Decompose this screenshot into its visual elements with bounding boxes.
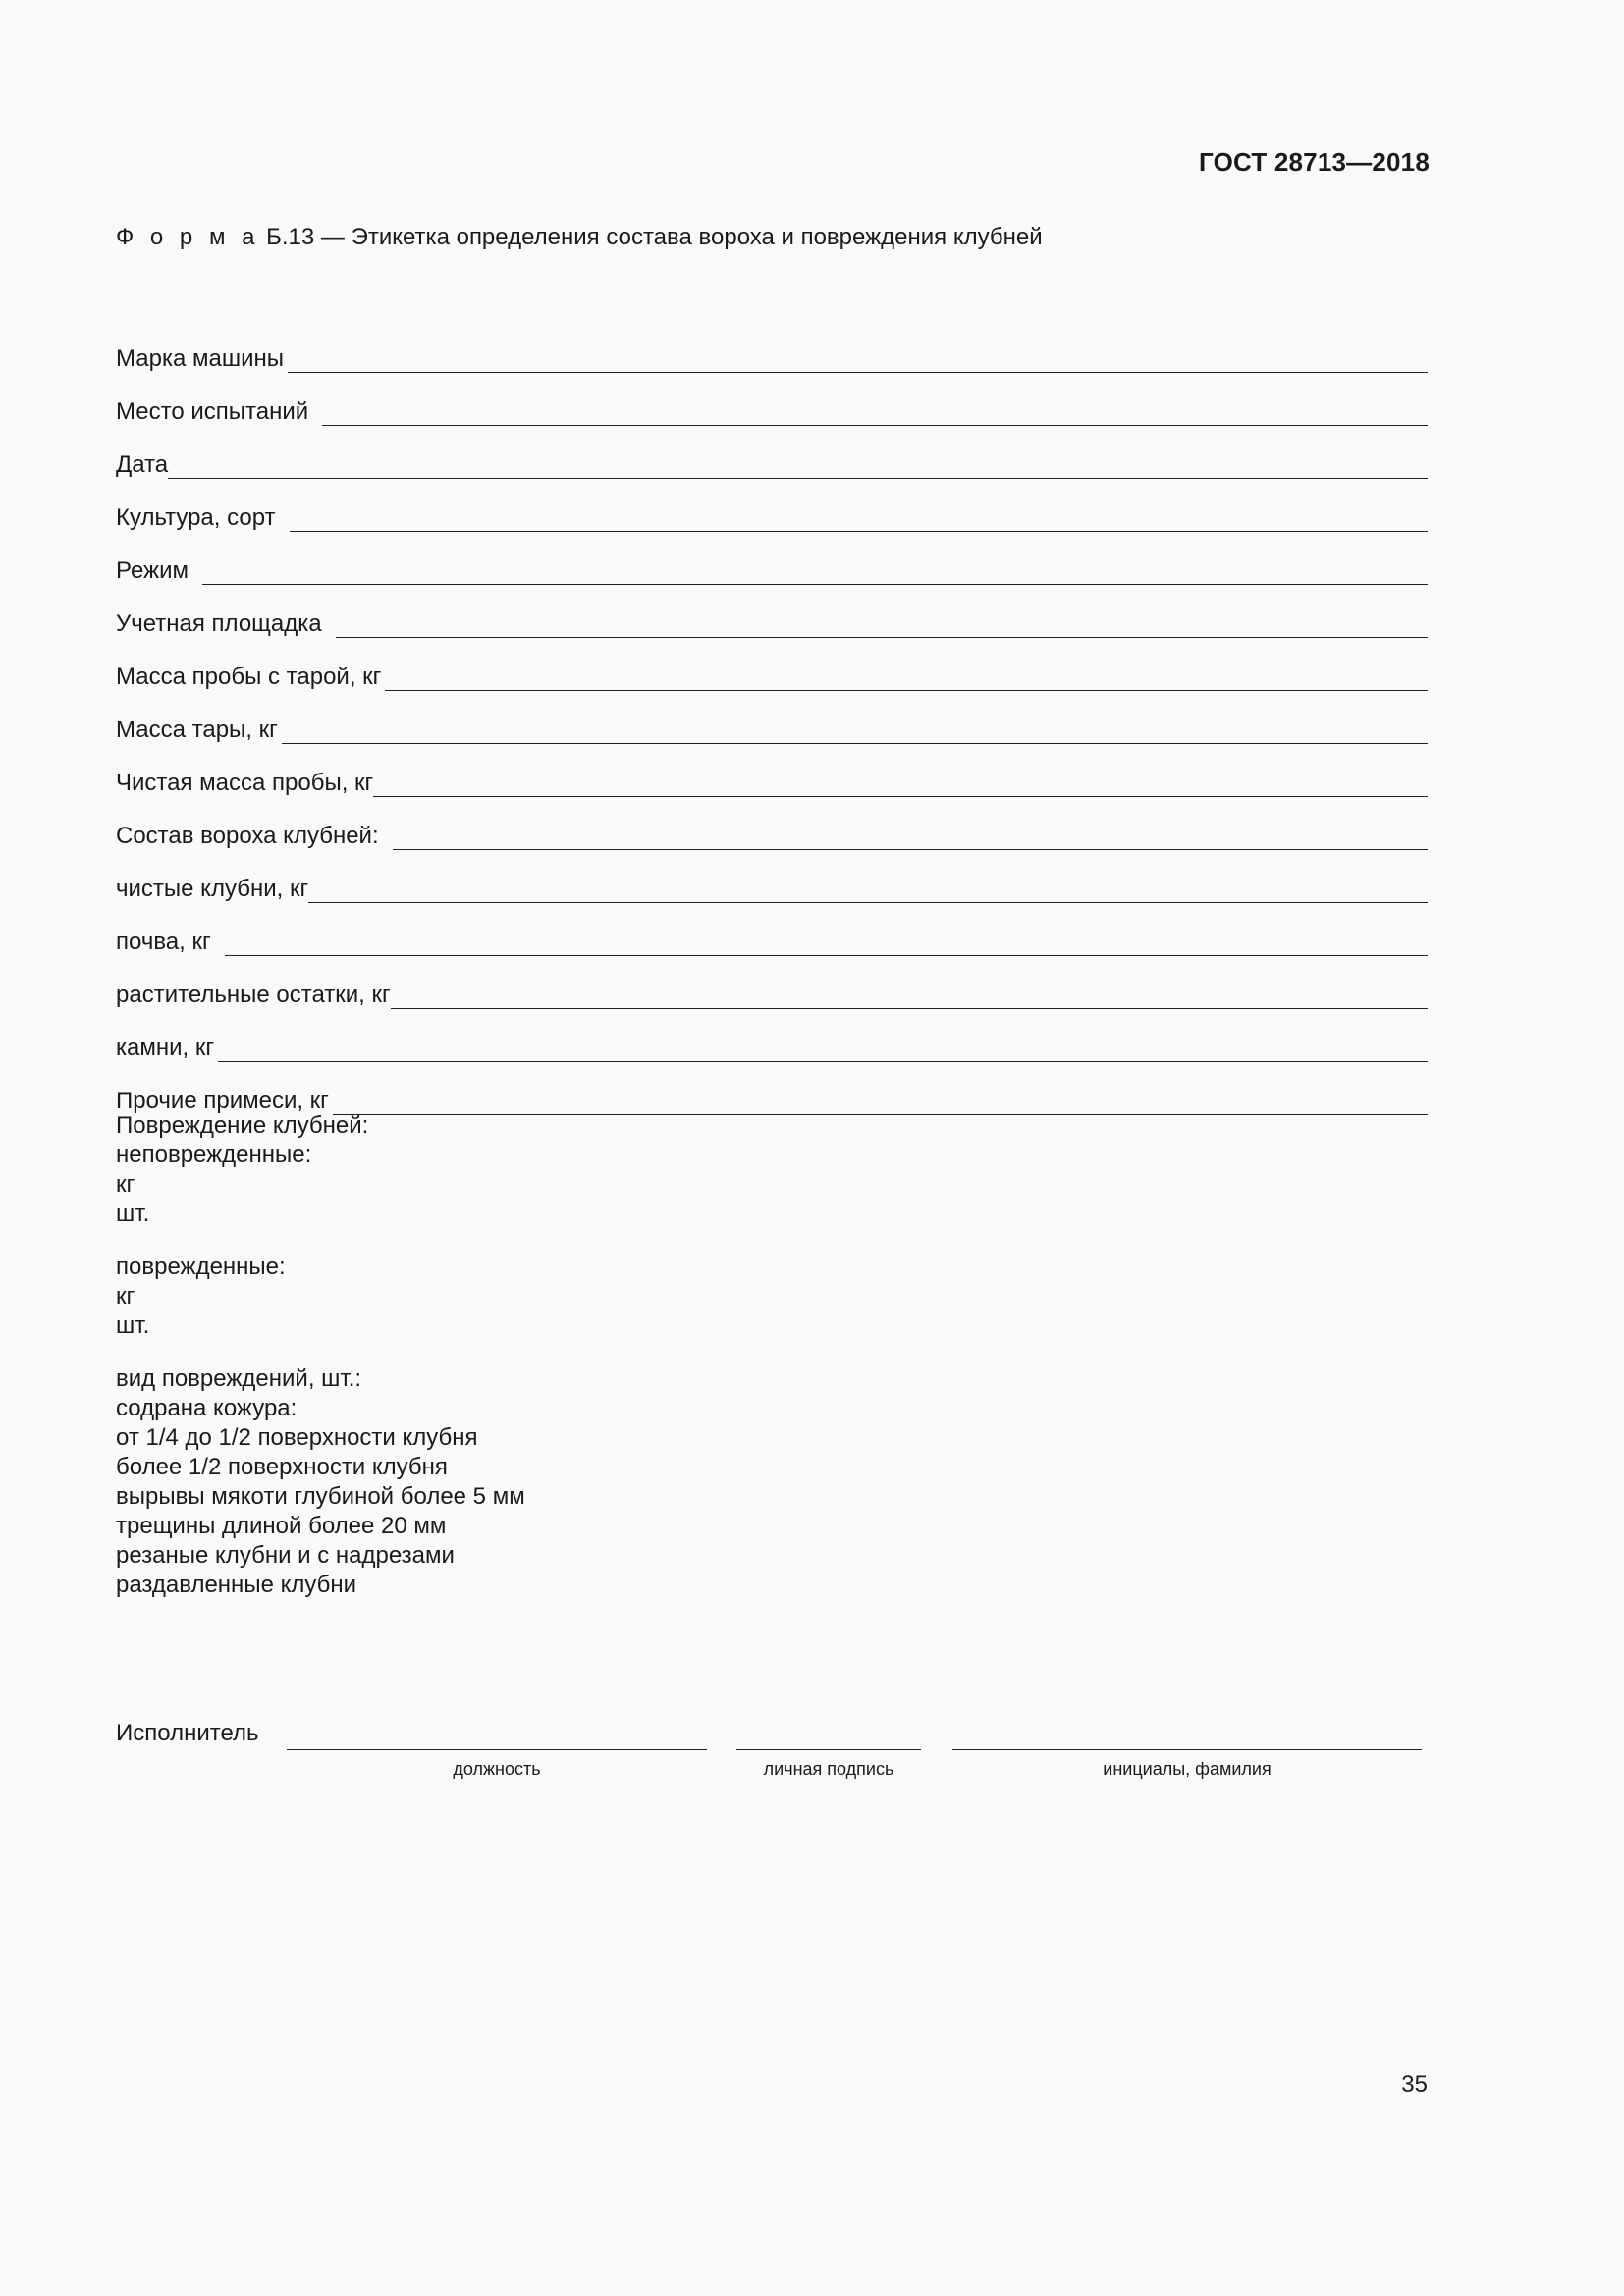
field-label: растительные остатки, кг	[116, 982, 391, 1008]
name-caption: инициалы, фамилия	[1103, 1759, 1272, 1779]
field-label: Место испытаний	[116, 399, 309, 425]
signature-line[interactable]	[736, 1745, 921, 1750]
field-tare-mass	[116, 691, 1428, 744]
fill-line[interactable]	[218, 1036, 1428, 1062]
field-label: Масса пробы с тарой, кг	[116, 664, 382, 690]
field-label: Режим	[116, 558, 189, 584]
field-machine-brand	[116, 320, 1428, 373]
field-label: Учетная площадка	[116, 611, 322, 637]
field-label: чистые клубни, кг	[116, 876, 309, 902]
field-plot	[116, 585, 1428, 638]
damage-type-item: более 1/2 поверхности клубня	[116, 1454, 448, 1480]
page-number: 35	[1401, 2071, 1428, 2098]
field-label: Масса тары, кг	[116, 717, 278, 743]
fill-line[interactable]	[385, 665, 1428, 691]
field-label: Состав вороха клубней:	[116, 823, 379, 849]
fill-line[interactable]	[225, 930, 1428, 956]
fill-line[interactable]	[322, 400, 1428, 426]
position-caption: должность	[453, 1759, 541, 1779]
form-title-text: Б.13 — Этикетка определения состава вороха и повреждения клубней	[259, 224, 1043, 250]
fill-line[interactable]	[393, 824, 1428, 850]
damage-type-item: от 1/4 до 1/2 поверхности клубня	[116, 1424, 478, 1451]
fill-line[interactable]	[168, 453, 1428, 479]
field-plant-residues	[116, 956, 1428, 1009]
damaged-label: поврежденные:	[116, 1254, 286, 1280]
fill-line[interactable]	[202, 559, 1428, 585]
field-net-sample-mass	[116, 744, 1428, 797]
fill-line[interactable]	[308, 877, 1428, 903]
field-sample-mass-with-tare	[116, 638, 1428, 691]
damaged-block	[116, 1253, 286, 1341]
undamaged-kg: кг	[116, 1171, 135, 1198]
field-other-impurities	[116, 1062, 1428, 1115]
position-line[interactable]	[287, 1745, 707, 1750]
field-label: камни, кг	[116, 1035, 215, 1061]
damage-type-item: трещины длиной более 20 мм	[116, 1513, 447, 1539]
fill-line[interactable]	[288, 347, 1428, 373]
name-line[interactable]	[952, 1745, 1422, 1750]
field-soil	[116, 903, 1428, 956]
form-title	[116, 224, 1043, 251]
damage-type-item: раздавленные клубни	[116, 1572, 357, 1598]
field-label: Дата	[116, 452, 169, 478]
field-test-location	[116, 373, 1428, 426]
field-crop-variety	[116, 479, 1428, 532]
damaged-pcs: шт.	[116, 1312, 150, 1339]
fill-line[interactable]	[290, 506, 1428, 532]
fill-line[interactable]	[282, 718, 1428, 744]
fill-line[interactable]	[373, 771, 1428, 797]
damage-type-item: содрана кожура:	[116, 1395, 298, 1421]
damage-type-item: резаные клубни и с надрезами	[116, 1542, 455, 1569]
fill-line[interactable]	[333, 1089, 1428, 1115]
field-label: Прочие примеси, кг	[116, 1088, 329, 1114]
executor-label: Исполнитель	[116, 1720, 259, 1746]
field-clean-tubers	[116, 850, 1428, 903]
field-stones	[116, 1009, 1428, 1062]
damaged-kg: кг	[116, 1283, 135, 1309]
fill-line[interactable]	[336, 612, 1428, 638]
field-label: почва, кг	[116, 929, 211, 955]
field-label: Чистая масса пробы, кг	[116, 770, 374, 796]
field-label: Культура, сорт	[116, 505, 276, 531]
damage-types-block	[116, 1364, 525, 1600]
field-mode	[116, 532, 1428, 585]
damage-type-item: вырывы мякоти глубиной более 5 мм	[116, 1483, 525, 1510]
signature-block	[116, 1720, 1428, 1779]
standard-code: ГОСТ 28713—2018	[1199, 147, 1430, 177]
field-date	[116, 426, 1428, 479]
form-title-prefix: Ф о р м а	[116, 224, 260, 250]
field-label: Марка машины	[116, 346, 285, 372]
undamaged-label: неповрежденные:	[116, 1142, 312, 1168]
damage-types-heading: вид повреждений, шт.:	[116, 1365, 362, 1392]
form-fields	[116, 320, 1428, 1115]
damage-undamaged-block	[116, 1111, 368, 1229]
fill-line[interactable]	[391, 983, 1428, 1009]
undamaged-pcs: шт.	[116, 1201, 150, 1227]
signature-caption: личная подпись	[763, 1759, 894, 1779]
field-heap-composition	[116, 797, 1428, 850]
damage-heading: Повреждение клубней:	[116, 1112, 369, 1139]
